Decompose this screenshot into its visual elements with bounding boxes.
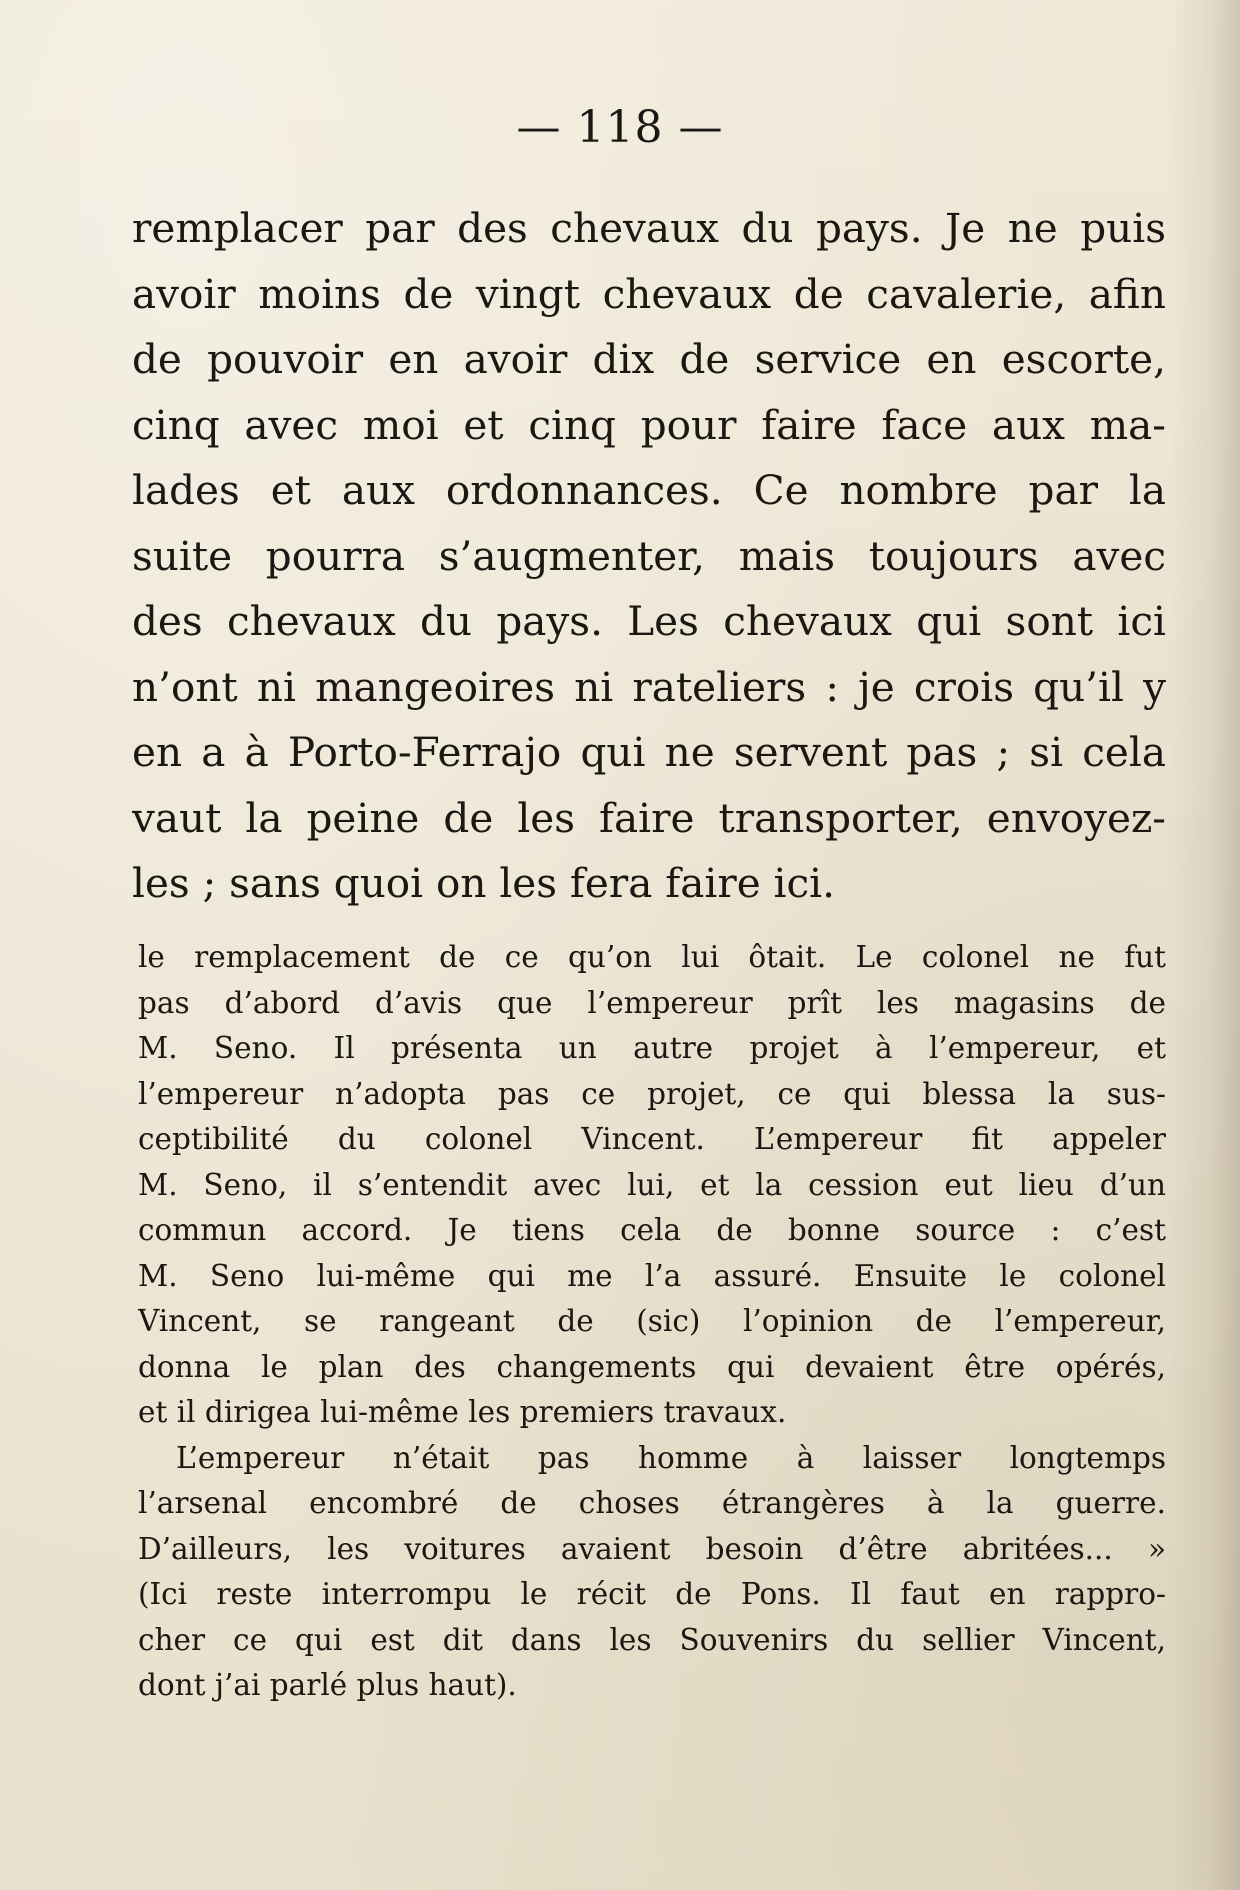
text-line: suite pourra s’augmenter, mais toujours avec [132, 531, 1166, 580]
note-line: M. Seno. Il présenta un autre projet à l’empereur, et [138, 1031, 1166, 1065]
text-line: cinq avec moi et cinq pour faire face aux ma- [132, 400, 1166, 449]
text-line: n’ont ni mangeoires ni rateliers : je crois qu’il y [132, 662, 1166, 711]
note-line: donna le plan des changements qui devaient être opérés, [138, 1349, 1166, 1384]
note-line: L’empereur n’était pas homme à laisser longtemps [176, 1440, 1166, 1475]
note-line: cher ce qui est dit dans les Souvenirs du sellier Vincent, [138, 1622, 1166, 1657]
page-number: — 118 — [516, 102, 724, 153]
note-line: D’ailleurs, les voitures avaient besoin d’être abritées... » [138, 1531, 1166, 1566]
text-line: des chevaux du pays. Les chevaux qui sont ici [132, 597, 1166, 645]
note-line: (Ici reste interrompu le récit de Pons. Il faut en rappro- [138, 1577, 1166, 1611]
note-line: M. Seno lui-même qui me l’a assuré. Ensuite le colonel [138, 1258, 1166, 1293]
note-line: l’empereur n’adopta pas ce projet, ce qui blessa la sus- [138, 1076, 1166, 1111]
note-line: commun accord. Je tiens cela de bonne source : c’est [138, 1213, 1166, 1247]
note-line: et il dirigea lui-même les premiers travaux. [138, 1395, 787, 1429]
note-line: pas d’abord d’avis que l’empereur prît les magasins de [138, 985, 1166, 1020]
text-line: remplacer par des chevaux du pays. Je ne puis [132, 204, 1166, 252]
text-line: les ; sans quoi on les fera faire ici. [132, 859, 835, 907]
text-line: vaut la peine de les faire transporter, envoyez- [132, 793, 1166, 842]
note-line: ceptibilité du colonel Vincent. L’empereur fit appeler [138, 1122, 1166, 1156]
text-line: avoir moins de vingt chevaux de cavalerie, afin [132, 269, 1166, 318]
note-line: le remplacement de ce qu’on lui ôtait. Le colonel ne fut [138, 940, 1166, 974]
text-line: lades et aux ordonnances. Ce nombre par la [132, 466, 1166, 514]
note-line: l’arsenal encombré de choses étrangères à la guerre. [138, 1486, 1166, 1520]
page-edge-shadow [1170, 0, 1240, 1890]
note-line: M. Seno, il s’entendit avec lui, et la cession eut lieu d’un [138, 1167, 1166, 1202]
text-line: en a à Porto-Ferrajo qui ne servent pas ; si cela [132, 728, 1166, 776]
note-line: Vincent, se rangeant de (sic) l’opinion de l’empereur, [138, 1304, 1166, 1338]
note-line: dont j’ai parlé plus haut). [138, 1668, 517, 1702]
text-line: de pouvoir en avoir dix de service en escorte, [132, 335, 1166, 383]
main-paragraph [132, 196, 1166, 917]
note-section [138, 935, 1166, 1709]
